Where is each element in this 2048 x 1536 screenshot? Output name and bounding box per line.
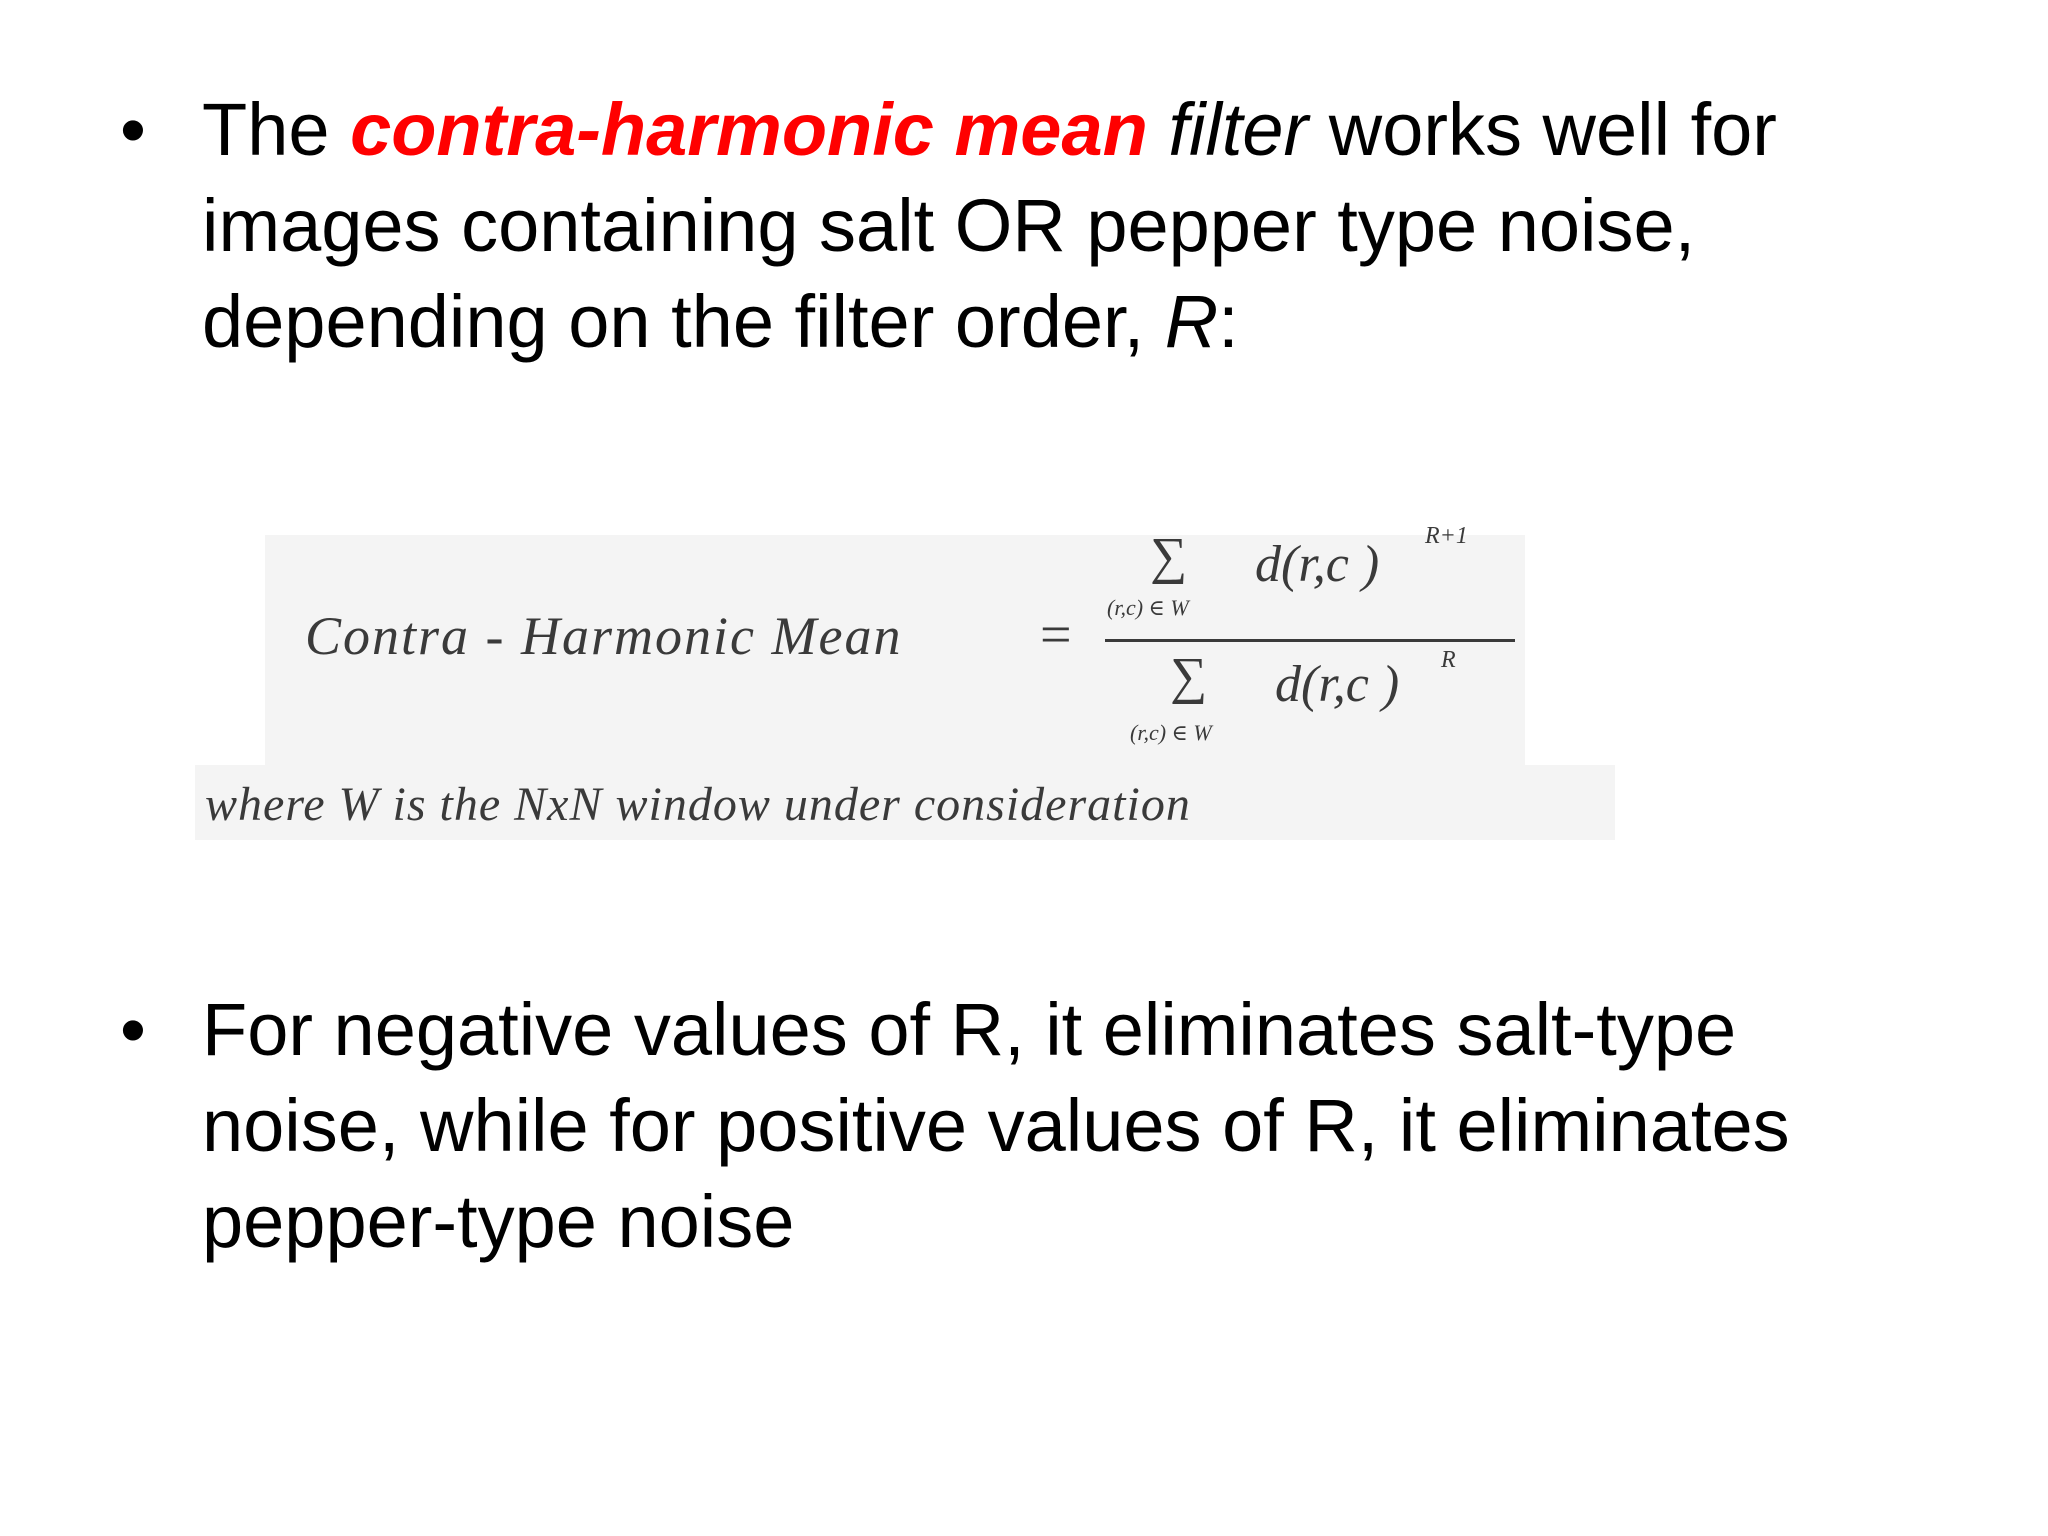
bullet-2-line-2: noise, while for positive values of R, it eliminates (202, 1084, 1790, 1167)
numerator-index: (r,c) ∈ W (1107, 595, 1189, 620)
text-depending: depending on the filter order, (202, 280, 1165, 363)
bullet-text-2 (202, 982, 1982, 1270)
numerator-sigma: ∑ (1150, 528, 1188, 585)
colon: : (1218, 280, 1239, 363)
bullet-1-line-2: images containing salt OR pepper type noise, (202, 184, 1696, 267)
formula-where-note: where W is the NxN window under consideration (205, 778, 1191, 831)
text-works-well-for: works well for (1308, 88, 1777, 171)
text-the: The (202, 88, 351, 171)
bullet-text-1 (202, 82, 1982, 370)
formula-figure (205, 515, 1625, 835)
bullet-2-line-3: pepper-type noise (202, 1180, 795, 1263)
numerator-exponent: R+1 (1425, 523, 1468, 549)
formula-lhs: Contra - Harmonic Mean (305, 606, 903, 666)
bullet-dot-icon: • (120, 88, 146, 171)
numerator-term: d(r,c ) (1255, 536, 1380, 593)
bullet-2-line-1: For negative values of R, it eliminates salt-type (202, 988, 1737, 1071)
emphasis-filter: filter (1168, 88, 1309, 171)
variable-r: R (1164, 280, 1219, 363)
space (1148, 88, 1169, 171)
bullet-1-line-1 (202, 82, 1982, 178)
bullet-1-line-3 (202, 274, 1982, 370)
bullet-dot-icon: • (120, 988, 146, 1071)
denominator-index: (r,c) ∈ W (1130, 720, 1212, 745)
emphasis-contra-harmonic-mean: contra-harmonic mean (350, 88, 1148, 171)
denominator-term: d(r,c ) (1275, 656, 1400, 713)
fraction-bar (1105, 639, 1515, 642)
denominator-exponent: R (1441, 647, 1456, 673)
formula-equals: = (1040, 604, 1072, 666)
denominator-sigma: ∑ (1170, 648, 1208, 705)
